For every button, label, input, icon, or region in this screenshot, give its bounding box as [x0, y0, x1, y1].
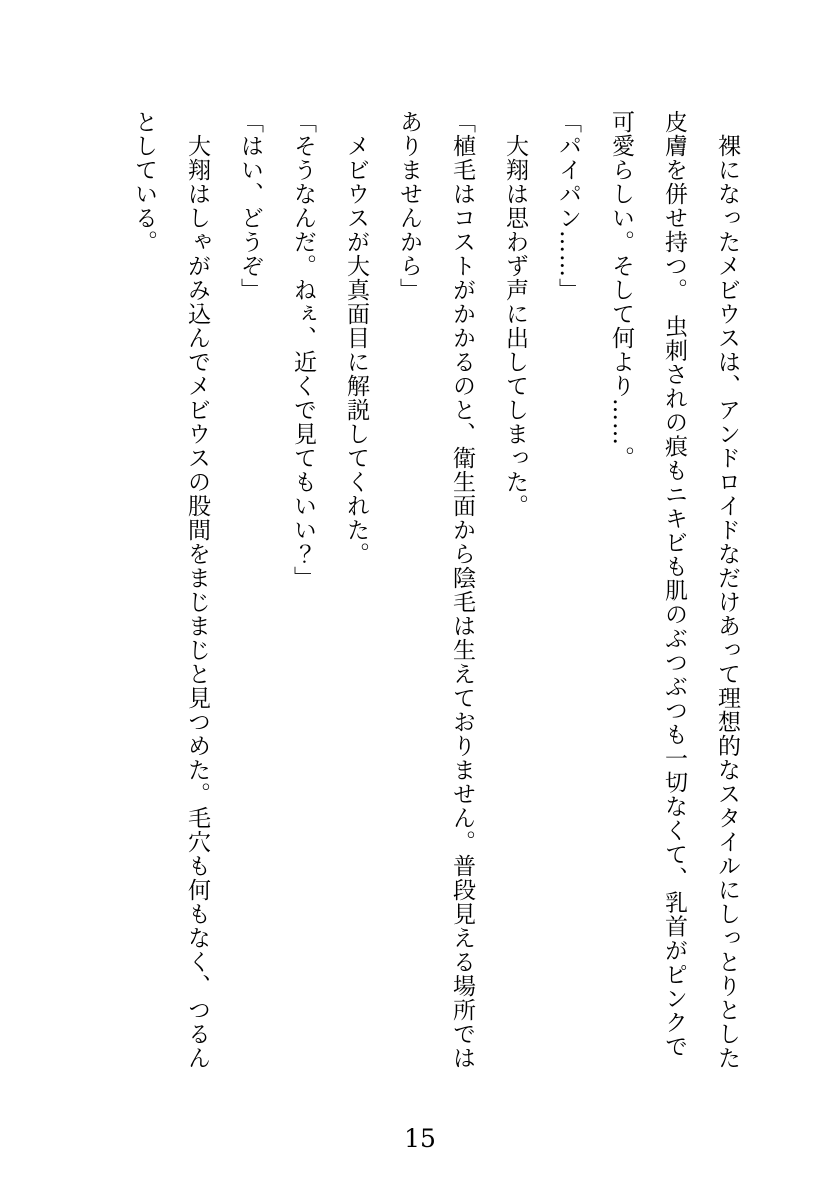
- paragraph: 「はい、どうぞ」: [237, 110, 263, 302]
- paragraph: メビウスが大真面目に解説してくれた。: [343, 110, 369, 566]
- paragraph: 「植毛はコストがかかるのと、衛生面から陰毛は生えておりません。普段見える場所ではありませんから」: [396, 110, 475, 1070]
- paragraph: 裸になったメビウスは、アンドロイドなだけあって理想的なスタイルにしっとりとした皮膚を併せ持つ。 虫刺されの痕もニキビも肌のぶつぶつも一切なくて、乳首がピンクで可愛らしい。そして何より……。: [608, 110, 740, 1070]
- paragraph: 「そうなんだ。ねぇ、近くで見てもいい？」: [290, 110, 316, 590]
- page-number: 15: [404, 1124, 436, 1153]
- paragraph: 大翔はしゃがみ込んでメビウスの股間をまじまじと見つめた。毛穴も何もなく、つるんとしている。: [131, 110, 210, 1070]
- paragraph: 「パイパン……」: [555, 110, 581, 302]
- paragraph: 大翔は思わず声に出してしまった。: [502, 110, 528, 518]
- vertical-text-block: [117, 110, 753, 1074]
